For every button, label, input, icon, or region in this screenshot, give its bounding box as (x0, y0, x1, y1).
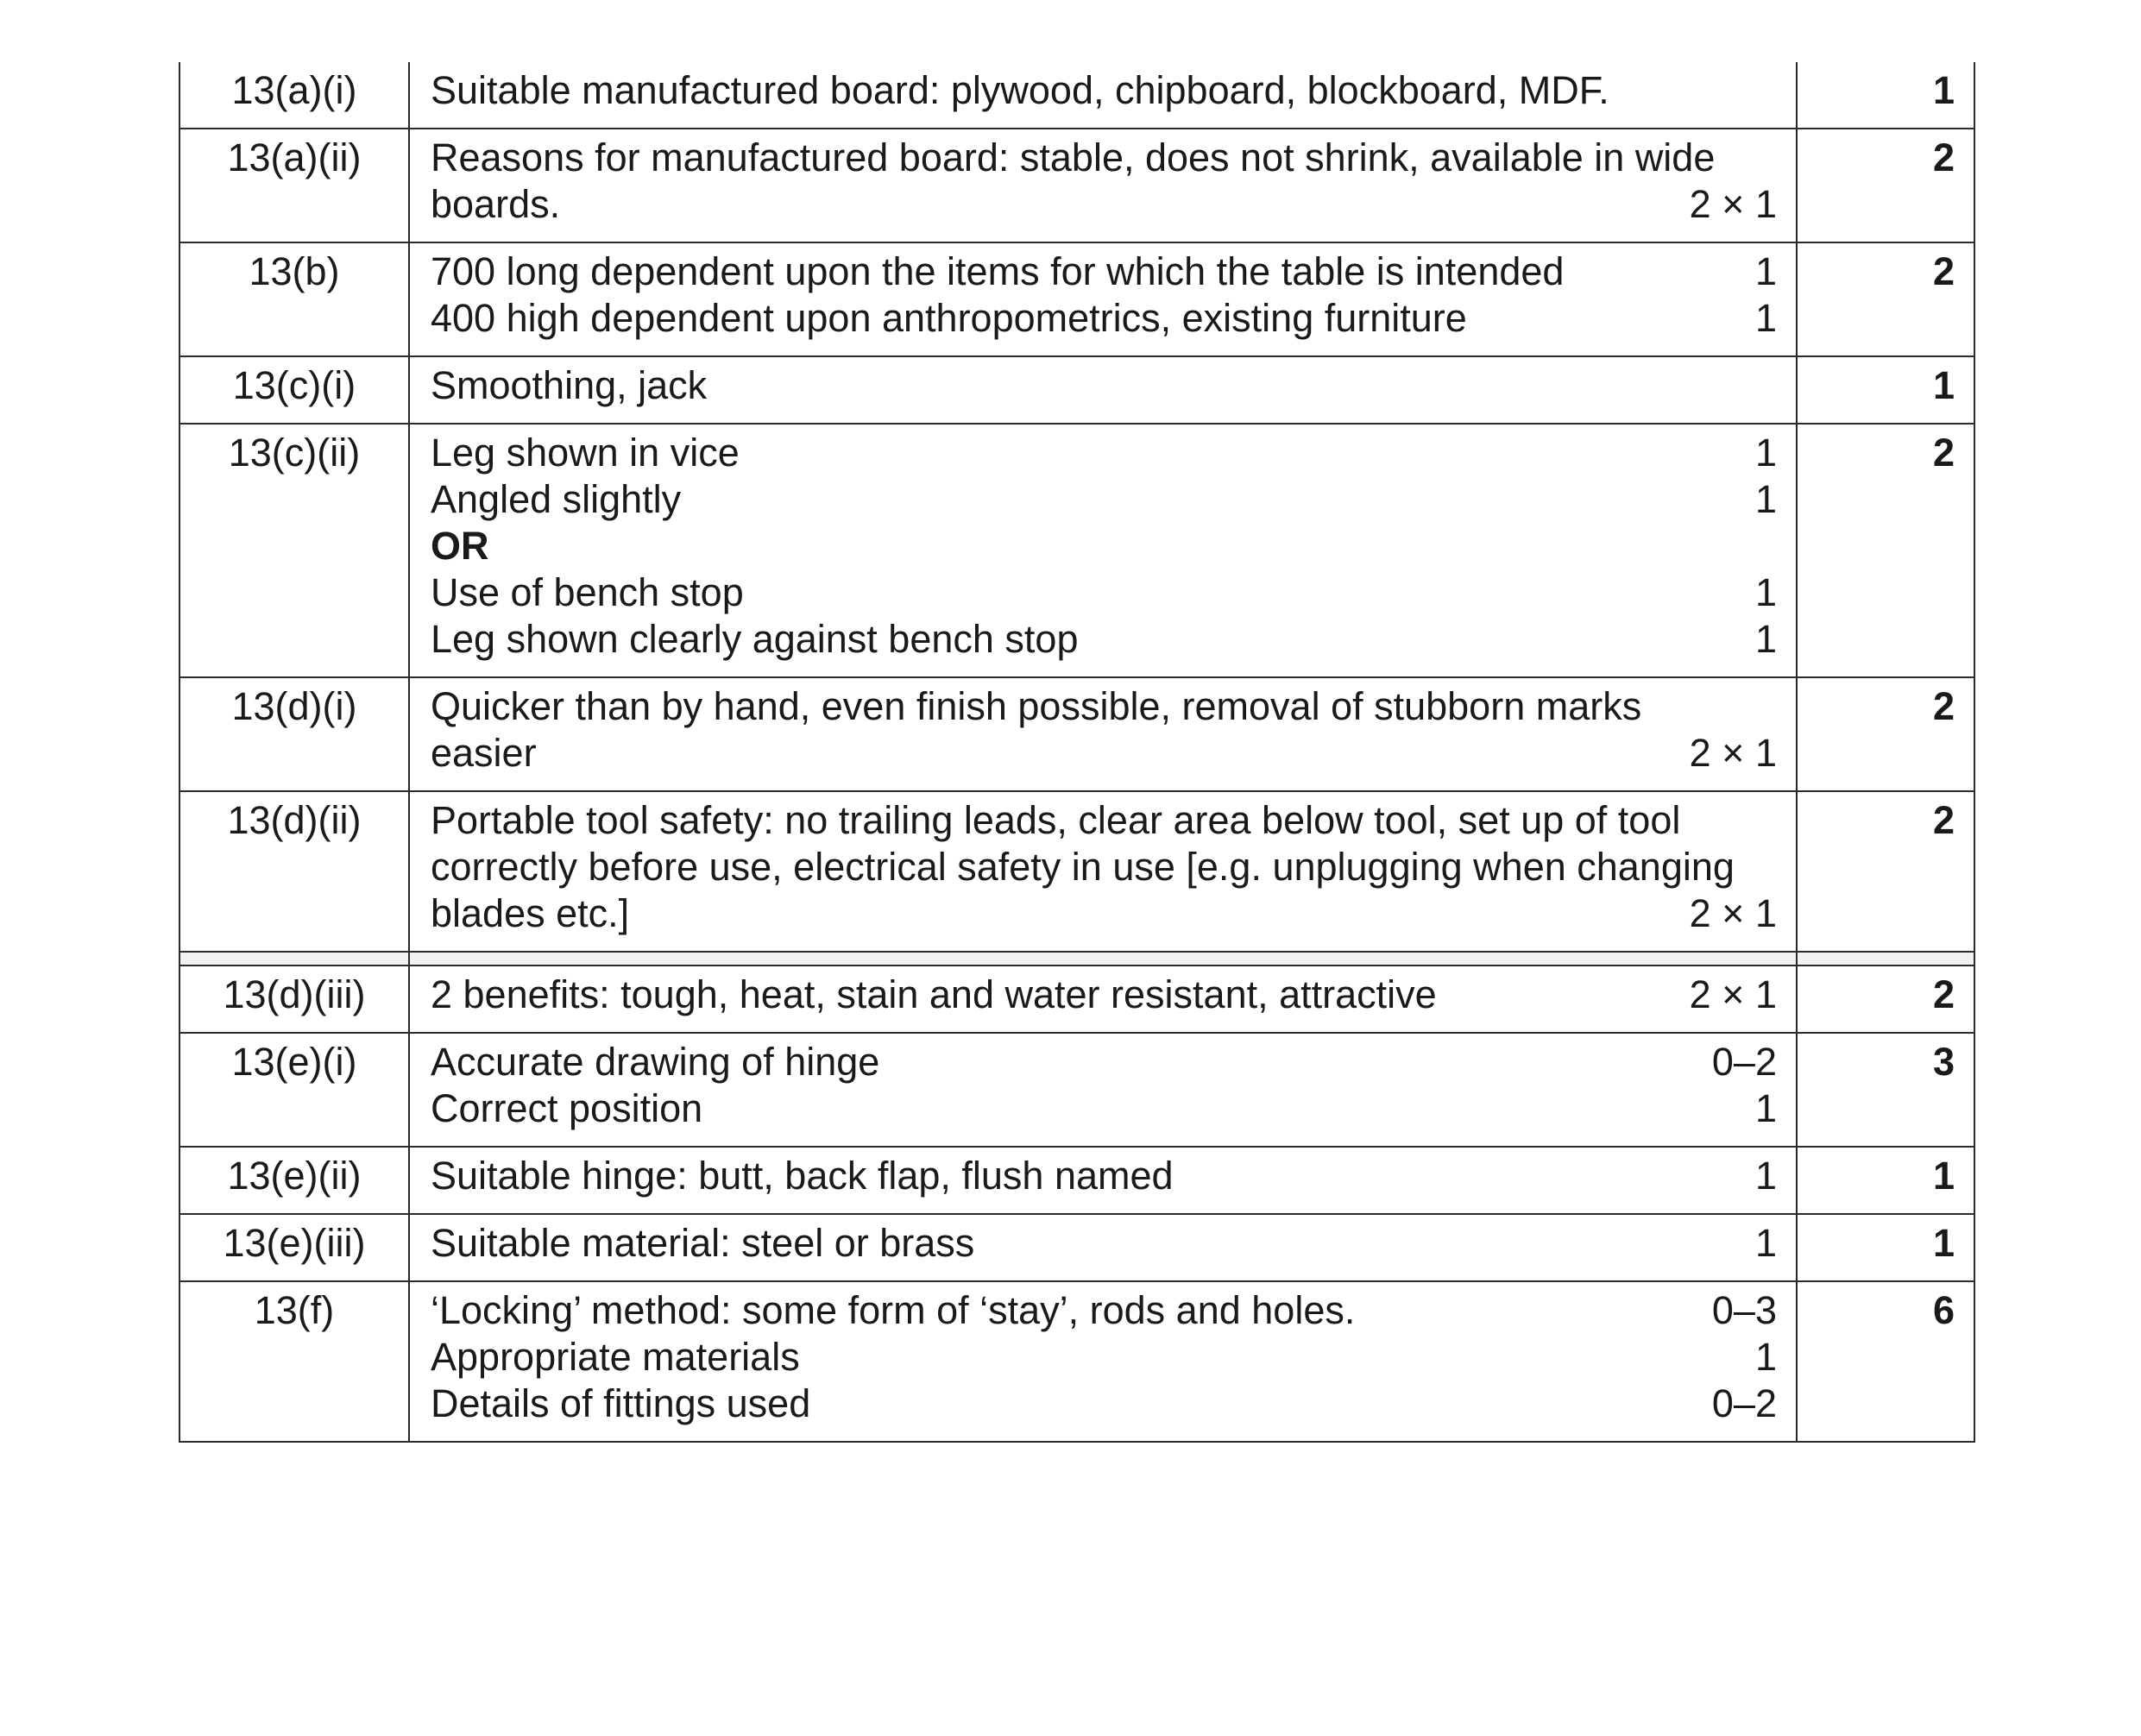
answer-line (431, 1220, 1777, 1267)
separator-cell (409, 952, 1797, 965)
total-mark: 2 (1797, 242, 1974, 356)
answer-text: Appropriate materials (431, 1335, 800, 1379)
answer-text: OR (431, 524, 489, 568)
question-number: 13(e)(ii) (179, 1147, 409, 1214)
answer-line (431, 844, 1777, 890)
answer-line (431, 569, 1777, 616)
answer-text: 700 long dependent upon the items for which the table is intended (431, 249, 1565, 293)
answer-cell (409, 1033, 1797, 1147)
line-mark: 0–2 (1711, 1381, 1777, 1425)
total-mark: 2 (1797, 677, 1974, 791)
answer-cell (409, 242, 1797, 356)
table-row (179, 791, 1974, 952)
answer-cell (409, 129, 1797, 242)
question-number: 13(d)(ii) (179, 791, 409, 952)
answer-text: Details of fittings used (431, 1381, 811, 1425)
answer-text: 2 benefits: tough, heat, stain and water resistant, attractive (431, 972, 1437, 1016)
question-number: 13(f) (179, 1281, 409, 1442)
table-separator (179, 952, 1974, 965)
table-row (179, 424, 1974, 677)
answer-text: Correct position (431, 1086, 703, 1130)
total-mark: 1 (1797, 1214, 1974, 1281)
answer-line (431, 683, 1777, 730)
answer-line (431, 890, 1777, 937)
line-mark: 1 (1754, 570, 1777, 614)
answer-line (431, 797, 1777, 844)
total-mark: 1 (1797, 1147, 1974, 1214)
answer-line (431, 476, 1777, 523)
answer-line (431, 1085, 1777, 1132)
table-row (179, 965, 1974, 1033)
answer-text: ‘Locking’ method: some form of ‘stay’, rods and holes. (431, 1288, 1356, 1332)
answer-text: Angled slightly (431, 477, 682, 521)
answer-line (431, 730, 1777, 777)
answer-cell (409, 1281, 1797, 1442)
table-row (179, 1281, 1974, 1442)
question-number: 13(a)(i) (179, 62, 409, 129)
line-mark: 2 × 1 (1689, 731, 1777, 775)
answer-text: Use of bench stop (431, 570, 744, 614)
answer-line (431, 523, 1777, 569)
answer-line (431, 67, 1777, 114)
separator-cell (1797, 952, 1974, 965)
line-mark: 1 (1754, 1335, 1777, 1379)
mark-scheme-body (179, 62, 1974, 1442)
answer-line (431, 181, 1777, 228)
answer-cell (409, 677, 1797, 791)
answer-text: easier (431, 731, 537, 775)
answer-text: 400 high dependent upon anthropometrics, existing furniture (431, 296, 1467, 340)
answer-text: Smoothing, jack (431, 363, 708, 407)
line-mark: 0–2 (1711, 1040, 1777, 1084)
answer-line (431, 362, 1777, 409)
table-row (179, 1147, 1974, 1214)
table-row (179, 1033, 1974, 1147)
line-mark: 1 (1754, 1086, 1777, 1130)
mark-scheme-table (179, 62, 1975, 1443)
answer-cell (409, 791, 1797, 952)
answer-line (431, 248, 1777, 295)
separator-cell (179, 952, 409, 965)
line-mark: 1 (1754, 1221, 1777, 1265)
total-mark: 3 (1797, 1033, 1974, 1147)
line-mark: 2 × 1 (1689, 972, 1777, 1016)
line-mark: 2 × 1 (1689, 182, 1777, 226)
line-mark: 1 (1754, 431, 1777, 475)
answer-cell (409, 1214, 1797, 1281)
table-row (179, 356, 1974, 424)
question-number: 13(e)(i) (179, 1033, 409, 1147)
table-row (179, 1214, 1974, 1281)
line-mark: 1 (1754, 617, 1777, 661)
answer-cell (409, 62, 1797, 129)
answer-text: Suitable manufactured board: plywood, chipboard, blockboard, MDF. (431, 68, 1609, 112)
answer-text: Suitable material: steel or brass (431, 1221, 975, 1265)
answer-text: Suitable hinge: butt, back flap, flush named (431, 1154, 1174, 1198)
answer-line (431, 430, 1777, 476)
answer-line (431, 135, 1777, 181)
question-number: 13(b) (179, 242, 409, 356)
answer-line (431, 1153, 1777, 1199)
answer-text: Reasons for manufactured board: stable, does not shrink, available in wide (431, 135, 1716, 179)
total-mark: 2 (1797, 965, 1974, 1033)
total-mark: 6 (1797, 1281, 1974, 1442)
answer-cell (409, 424, 1797, 677)
line-mark: 1 (1754, 1154, 1777, 1198)
answer-text: Quicker than by hand, even finish possible, removal of stubborn marks (431, 684, 1642, 728)
answer-text: correctly before use, electrical safety in use [e.g. unplugging when changing (431, 845, 1735, 889)
answer-cell (409, 1147, 1797, 1214)
total-mark: 1 (1797, 62, 1974, 129)
line-mark: 1 (1754, 249, 1777, 293)
answer-cell (409, 356, 1797, 424)
table-row (179, 129, 1974, 242)
answer-text: Leg shown clearly against bench stop (431, 617, 1079, 661)
answer-cell (409, 965, 1797, 1033)
answer-line (431, 295, 1777, 342)
question-number: 13(c)(i) (179, 356, 409, 424)
total-mark: 2 (1797, 424, 1974, 677)
line-mark: 1 (1754, 477, 1777, 521)
table-row (179, 242, 1974, 356)
answer-text: Leg shown in vice (431, 431, 740, 475)
line-mark: 1 (1754, 296, 1777, 340)
question-number: 13(d)(i) (179, 677, 409, 791)
answer-line (431, 1287, 1777, 1334)
answer-line (431, 1381, 1777, 1427)
line-mark: 0–3 (1711, 1288, 1777, 1332)
question-number: 13(d)(iii) (179, 965, 409, 1033)
answer-line (431, 972, 1777, 1018)
total-mark: 1 (1797, 356, 1974, 424)
answer-line (431, 1334, 1777, 1381)
table-row (179, 62, 1974, 129)
answer-text: blades etc.] (431, 891, 630, 935)
answer-text: Accurate drawing of hinge (431, 1040, 880, 1084)
answer-text: boards. (431, 182, 561, 226)
table-row (179, 677, 1974, 791)
question-number: 13(a)(ii) (179, 129, 409, 242)
question-number: 13(e)(iii) (179, 1214, 409, 1281)
question-number: 13(c)(ii) (179, 424, 409, 677)
answer-line (431, 1039, 1777, 1085)
total-mark: 2 (1797, 791, 1974, 952)
total-mark: 2 (1797, 129, 1974, 242)
answer-text: Portable tool safety: no trailing leads, clear area below tool, set up of tool (431, 798, 1681, 842)
line-mark: 2 × 1 (1689, 891, 1777, 935)
answer-line (431, 616, 1777, 663)
